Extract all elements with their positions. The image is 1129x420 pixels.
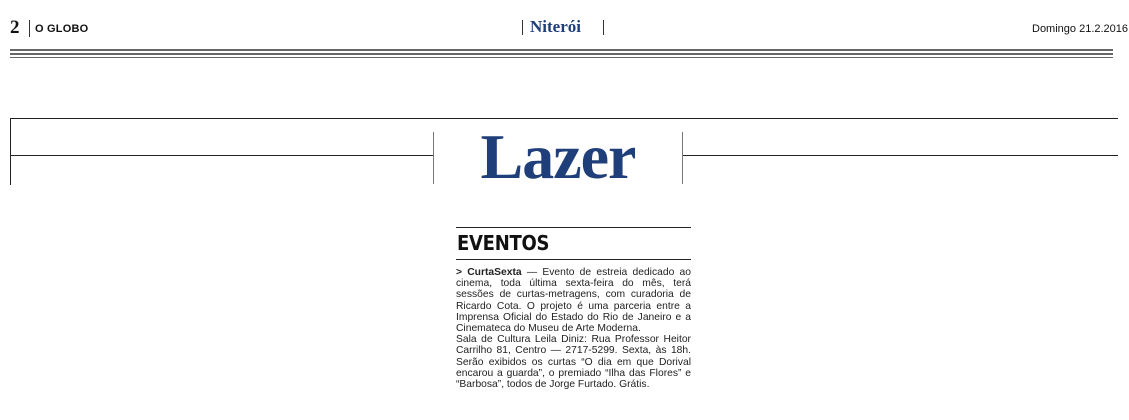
event-paragraph-2: Sala de Cultura Leila Diniz: Rua Professor Heitor Carrilho 81, Centro — 2717-5299. Sexta, às 18h. Serão exibidos os curtas “O dia em que Dorival encarou a guarda”, o premiado “Ilha das Flores” e “Barbosa”, todos de Jorge Furtado. Grátis. (456, 334, 691, 391)
event-article (456, 267, 691, 390)
header-rule (10, 49, 1113, 51)
event-paragraph-1 (456, 267, 691, 334)
column-top-rule (456, 227, 691, 228)
section-divider-right (603, 20, 604, 35)
header-rule (10, 53, 1113, 55)
event-lead: > CurtaSexta (456, 267, 522, 278)
banner-line-left (10, 155, 433, 156)
banner-line-right (683, 155, 1118, 156)
event-description: — Evento de estreia dedicado ao cinema, toda última sexta-feira do mês, terá sessões de curtas-metragens, com curadoria de Ricardo Cota. O projeto é uma parceria entre a Imprensa Oficial do Estado do Rio de Janeiro e a Cinemateca do Museu de Arte Moderna. (456, 267, 691, 335)
column-heading-rule (456, 259, 691, 260)
section-title: Niterói (530, 17, 581, 36)
header-divider (29, 20, 30, 37)
publication-date: Domingo 21.2.2016 (1032, 23, 1129, 35)
page-number: 2 (10, 17, 20, 38)
banner-left-rule (10, 118, 11, 185)
header-rule (10, 57, 1113, 58)
events-heading: EVENTOS (457, 231, 550, 255)
banner-divider-right (682, 132, 683, 184)
banner-top-rule (10, 118, 1118, 119)
newspaper-name: O GLOBO (35, 23, 89, 35)
banner-title: Lazer (480, 121, 636, 192)
section-divider-left (522, 20, 523, 35)
